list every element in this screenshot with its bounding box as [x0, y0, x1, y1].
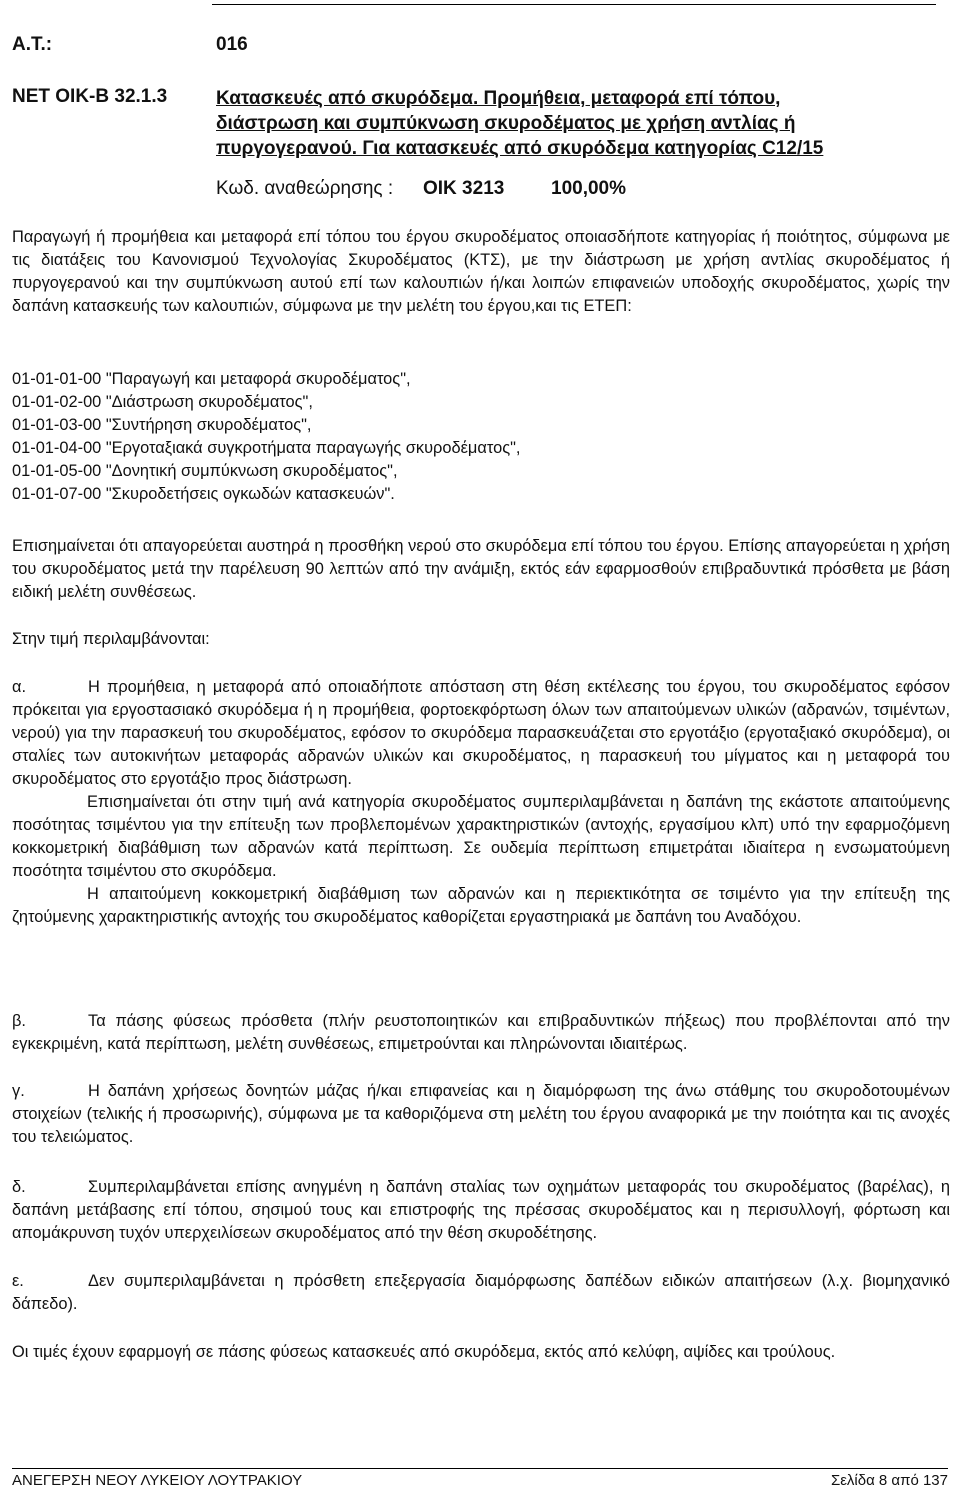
item-c	[12, 1080, 950, 1149]
item-d-label: δ.	[12, 1178, 26, 1196]
item-b-text: Τα πάσης φύσεως πρόσθετα (πλήν ρευστοποιητικών και επιβραδυντικών πήξεως) που προβλέπονται από την εγκεκριμένη, κατά περίπτωση, μελέτη συνθέσεως, επιμετρούνται και πληρώνονται ιδιαιτέρως.	[12, 1012, 950, 1053]
item-a-text: Η προμήθεια, η μεταφορά από οποιαδήποτε απόσταση στη θέση εκτέλεσης του έργου, του σκυροδέματος εφόσον πρόκειται για εργοστασιακό σκυρόδεμα ή η προμήθεια, φορτοεκφόρτωση όλων των απαιτούμενων υλικών (αδρανών, τσιμέντων, νερού) για την παρασκευή του σκυροδέματος, εφόσον το σκυρόδεμα παρασκευάζεται στο εργοτάξιο (εργοταξιακό σκυρόδεμα), οι σταλίες των αυτοκινήτων μεταφοράς αδρανών υλικών και σκυροδέματος, η παρασκευή του μίγματος και η μεταφορά του σκυροδέματος στο εργοτάξιο προς διάστρωση.	[12, 678, 950, 788]
item-a-label: α.	[12, 678, 27, 696]
list-item: 01-01-04-00 "Εργοταξιακά συγκροτήματα παραγωγής σκυροδέματος",	[12, 439, 521, 457]
item-e-text: Δεν συμπεριλαμβάνεται η πρόσθετη επεξεργασία διαμόρφωσης δαπέδων ειδικών απαιτήσεων (λ.χ. βιομηχανικό δάπεδο).	[12, 1272, 950, 1313]
item-e-label: ε.	[12, 1272, 24, 1290]
item-c-text: Η δαπάνη χρήσεως δονητών μάζας ή/και επιφανείας και η διαμόρφωση της άνω στάθμης του σκυροδοτουμένων στοιχείων (τελικής ή προσωρινής), σύμφωνα με τα καθοριζόμενα στη μελέτη του έργου αναφορικά με την ποιότητα και τις ανοχές του τελειώματος.	[12, 1082, 950, 1146]
item-title: Κατασκευές από σκυρόδεμα. Προμήθεια, μεταφορά επί τόπου, διάστρωση και συμπύκνωση σκυροδέματος με χρήση αντλίας ή πυργογερανού. Για κατασκευές από σκυρόδεμα κατηγορίας C12/15	[216, 88, 824, 159]
item-a-note: Επισημαίνεται ότι στην τιμή ανά κατηγορία σκυροδέματος συμπεριλαμβάνεται η δαπάνη της εκάστοτε απαιτούμενης ποσότητας τσιμέντου για την επίτευξη των προβλεπομένων χαρακτηριστικών (αντοχής, εργασίμου κλπ) υπό την εφαρμοζόμενη κοκκομετρική διαβάθμιση των αδρανών κατά περίπτωση. Σε ουδεμία περίπτωση επιμετράται ιδιαίτερα η ενσωματούμενη ποσότητα τσιμέντου στο σκυρόδεμα.	[12, 793, 950, 880]
intro-paragraph: Παραγωγή ή προμήθεια και μεταφορά επί τόπου του έργου σκυροδέματος οποιασδήποτε κατηγορίας ή ποιότητος, σύμφωνα με τις διατάξεις του Κανονισμού Τεχνολογίας Σκυροδέματος (ΚΤΣ), με την διάστρωση με χρήση αντλίας σκυροδέματος ή πυργογερανού και την συμπύκνωση αυτού επί των καλουπιών ή/και λοιπών επιφανειών υποδοχής σκυροδέματος, χωρίς την δαπάνη κατασκευής των καλουπιών, σύμφωνα με την μελέτη του έργου,και τις ΕΤΕΠ:	[12, 228, 950, 315]
list-item: 01-01-07-00 "Σκυροδετήσεις ογκωδών κατασκευών".	[12, 485, 395, 503]
list-item: 01-01-02-00 "Διάστρωση σκυροδέματος",	[12, 393, 313, 411]
list-item: 01-01-05-00 "Δονητική συμπύκνωση σκυροδέματος",	[12, 462, 398, 480]
item-d	[12, 1176, 950, 1245]
footer-page-number: Σελίδα 8 από 137	[830, 1472, 948, 1489]
at-value: 016	[216, 34, 248, 55]
list-item: 01-01-03-00 "Συντήρηση σκυροδέματος",	[12, 416, 312, 434]
item-code: ΝΕΤ ΟΙΚ-Β 32.1.3	[12, 86, 168, 107]
list-item: 01-01-01-00 "Παραγωγή και μεταφορά σκυροδέματος",	[12, 370, 411, 388]
item-a-grading: Η απαιτούμενη κοκκομετρική διαβάθμιση των αδρανών και η περιεκτικότητα σε τσιμέντο για την επίτευξη της ζητούμενης χαρακτηριστικής αντοχής του σκυροδέματος καθορίζεται εργαστηριακά με δαπάνη του Αναδόχου.	[12, 885, 950, 926]
included-heading: Στην τιμή περιλαμβάνονται:	[12, 630, 210, 648]
reference-list	[12, 368, 950, 506]
item-a	[12, 676, 950, 929]
notice-paragraph: Επισημαίνεται ότι απαγορεύεται αυστηρά η προσθήκη νερού στο σκυρόδεμα επί τόπου του έργου. Επίσης απαγορεύεται η χρήση του σκυροδέματος μετά την παρέλευση 90 λεπτών από την ανάμιξη, εκτός εάν εφαρμοσθούν επιβραδυντικά πρόσθετα με βάση ειδική μελέτη συνθέσεως.	[12, 537, 950, 601]
top-rule	[212, 4, 936, 5]
revision-label: Κωδ. αναθεώρησης :	[216, 178, 394, 199]
at-label: Α.Τ.:	[12, 34, 53, 55]
closing-paragraph: Οι τιμές έχουν εφαρμογή σε πάσης φύσεως κατασκευές από σκυρόδεμα, εκτός από κελύφη, αψίδες και τρούλους.	[12, 1343, 836, 1361]
item-b-label: β.	[12, 1012, 26, 1030]
footer-project: ΑΝΕΓΕΡΣΗ ΝΕΟΥ ΛΥΚΕΙΟΥ ΛΟΥΤΡΑΚΙΟΥ	[12, 1472, 303, 1489]
revision-percent: 100,00%	[551, 178, 627, 199]
item-b	[12, 1010, 950, 1056]
item-e	[12, 1270, 950, 1316]
item-c-label: γ.	[12, 1082, 25, 1100]
page-footer	[12, 1468, 948, 1489]
item-d-text: Συμπεριλαμβάνεται επίσης ανηγμένη η δαπάνη σταλίας των οχημάτων μεταφοράς του σκυροδέματος (βαρέλας), η δαπάνη μετάβασης επί τόπου, σησιμού τους και επιστροφής της πρέσσας σκυροδέματος και η περισυλλογή, φόρτωση και απομάκρυνση τυχόν υπερχειλίσεων σκυροδέματος από την θέση σκυροδέτησης.	[12, 1178, 950, 1242]
revision-code: ΟΙΚ 3213	[423, 178, 505, 199]
